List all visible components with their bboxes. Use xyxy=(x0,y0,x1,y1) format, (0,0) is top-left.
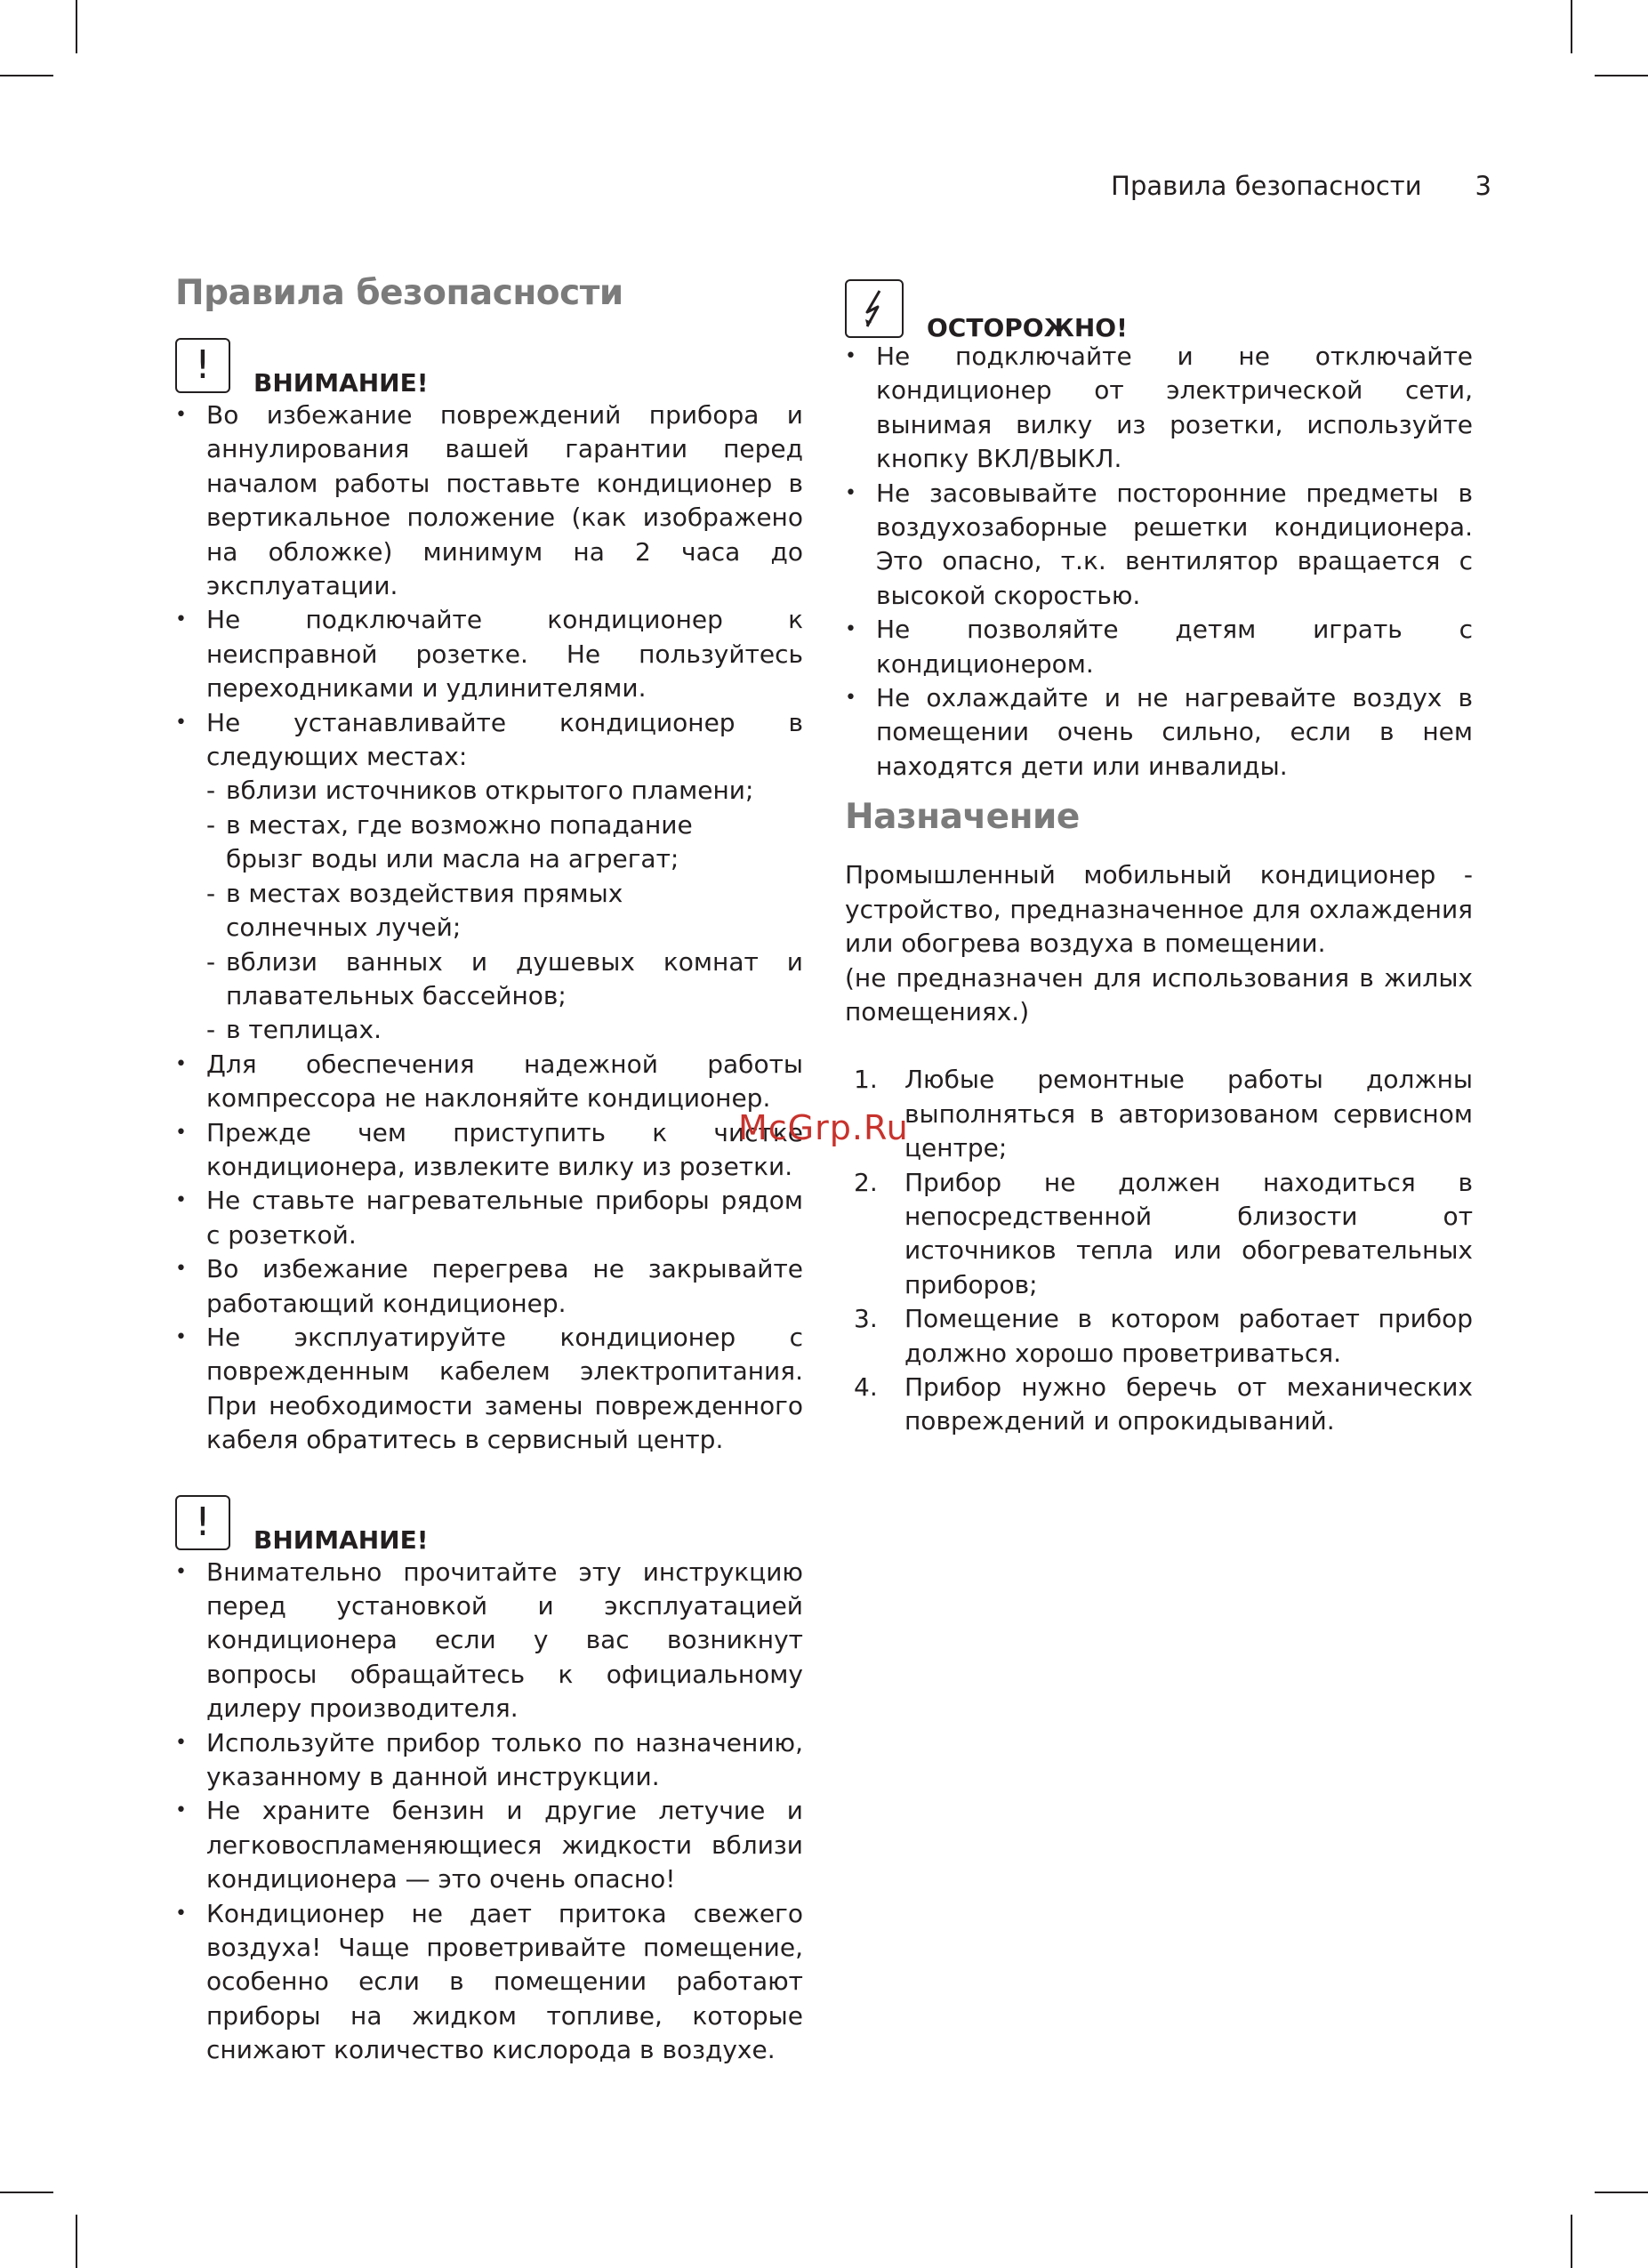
item-number: 4. xyxy=(854,1371,878,1402)
list-item: • Кондиционер не дает притока свежего воздуха! Чаще проветривайте помещение, особенно если в помещении работают приборы на жидком топливе, которые снижают количество кислорода в воздухе. xyxy=(175,1897,803,2068)
lightning-icon-glyph xyxy=(856,289,892,328)
page-number: 3 xyxy=(1475,171,1491,201)
sub-list-item: - в теплицах. xyxy=(206,1013,803,1047)
warning-heading-1 xyxy=(175,333,803,398)
numbered-item xyxy=(845,1302,1473,1371)
item-text: Прибор нужно беречь от механических повреждений и опрокидываний. xyxy=(904,1371,1473,1436)
list-item: • Не подключайте и не отключайте кондиционер от электрической сети, вынимая вилку из розетки, используйте кнопку ВКЛ/ВЫКЛ. xyxy=(845,340,1473,477)
running-header xyxy=(1111,171,1491,201)
crop-mark xyxy=(0,75,53,76)
item-number: 1. xyxy=(854,1065,878,1095)
list-item: • Во избежание перегрева не закрывайте работающий кондиционер. xyxy=(175,1252,803,1321)
sub-list-item: - вблизи источников открытого пламени; xyxy=(206,774,803,808)
crop-mark xyxy=(76,2215,77,2268)
warning-list-1 xyxy=(175,398,803,1458)
crop-mark xyxy=(1571,2215,1572,2268)
crop-mark xyxy=(0,2192,53,2193)
item-number: 2. xyxy=(854,1167,878,1197)
list-item: • Не охлаждайте и не нагревайте воздух в помещении очень сильно, если в нем находятся дети или инвалиды. xyxy=(845,681,1473,784)
caution-list xyxy=(845,340,1473,784)
list-item: • Не позволяйте детям играть с кондиционером. xyxy=(845,613,1473,681)
sub-list-item: - вблизи ванных и душевых комнат и плавательных бассейнов; xyxy=(206,945,803,1014)
sub-list-item: - в местах, где возможно попадание брызг воды или масла на агрегат; xyxy=(206,808,803,877)
section-title-purpose: Назначение xyxy=(845,797,1080,838)
list-item xyxy=(175,706,803,1048)
list-item: • Прежде чем приступить к чистке кондиционера, извлеките вилку из розетки. xyxy=(175,1116,803,1185)
crop-mark xyxy=(1571,0,1572,53)
lightning-icon xyxy=(845,279,904,338)
item-text: Помещение в котором работает прибор должно хорошо проветриваться. xyxy=(904,1304,1473,1368)
left-column xyxy=(175,269,803,2068)
warning-list-2 xyxy=(175,1556,803,2068)
list-item: • Не подключайте кондиционер к неисправной розетке. Не пользуйтесь переходниками и удлинителями. xyxy=(175,603,803,705)
crop-mark xyxy=(1595,75,1648,76)
places-list xyxy=(206,774,803,1047)
list-item: • Для обеспечения надежной работы компрессора не наклоняйте кондиционер. xyxy=(175,1048,803,1116)
purpose-text: Промышленный мобильный кондиционер - устройство, предназначенное для охлаждения или обогрева воздуха в помещении. xyxy=(845,860,1473,959)
exclamation-icon: ! xyxy=(175,1495,230,1550)
list-item: • Не ставьте нагревательные приборы рядом с розеткой. xyxy=(175,1184,803,1252)
crop-mark xyxy=(76,0,77,53)
numbered-item xyxy=(845,1166,1473,1303)
list-item: • Не храните бензин и другие летучие и легковоспламеняющиеся жидкости вблизи кондиционера — это очень опасно! xyxy=(175,1794,803,1896)
right-column xyxy=(845,274,1473,1439)
numbered-item xyxy=(845,1371,1473,1439)
item-number: 3. xyxy=(854,1304,878,1334)
list-item: • Внимательно прочитайте эту инструкцию перед установкой и эксплуатацией кондиционера если у вас возникнут вопросы обращайтесь к официальному дилеру производителя. xyxy=(175,1556,803,1726)
running-header-title: Правила безопасности xyxy=(1111,171,1422,201)
sub-list-item: - в местах воздействия прямых солнечных лучей; xyxy=(206,877,803,945)
section-title-safety: Правила безопасности xyxy=(175,273,623,313)
caution-label: ОСТОРОЖНО! xyxy=(927,313,1128,342)
item-text: Любые ремонтные работы должны выполняться в авторизованом сервисном центре; xyxy=(904,1065,1473,1163)
warning-heading-2 xyxy=(175,1490,803,1555)
caution-heading xyxy=(845,274,1473,342)
warning-label: ВНИМАНИЕ! xyxy=(253,368,429,398)
list-item-text: Не устанавливайте кондиционер в следующих местах: xyxy=(206,707,803,772)
purpose-note: (не предназначен для использования в жилых помещениях.) xyxy=(845,962,1473,1026)
watermark: McGrp.Ru xyxy=(738,1108,909,1147)
list-item: • Не засовывайте посторонние предметы в воздухозаборные решетки кондиционера. Это опасно, т.к. вентилятор вращается с высокой скоростью. xyxy=(845,477,1473,614)
purpose-numbered-list xyxy=(845,1063,1473,1438)
numbered-item xyxy=(845,1063,1473,1165)
exclamation-icon: ! xyxy=(175,338,230,393)
item-text: Прибор не должен находиться в непосредственной близости от источников тепла или обогревательных приборов; xyxy=(904,1167,1473,1299)
crop-mark xyxy=(1595,2192,1648,2193)
list-item: • Во избежание повреждений прибора и аннулирования вашей гарантии перед началом работы поставьте кондиционер в вертикальное положение (как изображено на обложке) минимум на 2 часа до эксплуатации. xyxy=(175,398,803,603)
warning-label: ВНИМАНИЕ! xyxy=(253,1524,429,1555)
list-item: • Не эксплуатируйте кондиционер с поврежденным кабелем электропитания. При необходимости замены поврежденного кабеля обратитесь в сервисный центр. xyxy=(175,1321,803,1458)
list-item: • Используйте прибор только по назначению, указанному в данной инструкции. xyxy=(175,1726,803,1795)
